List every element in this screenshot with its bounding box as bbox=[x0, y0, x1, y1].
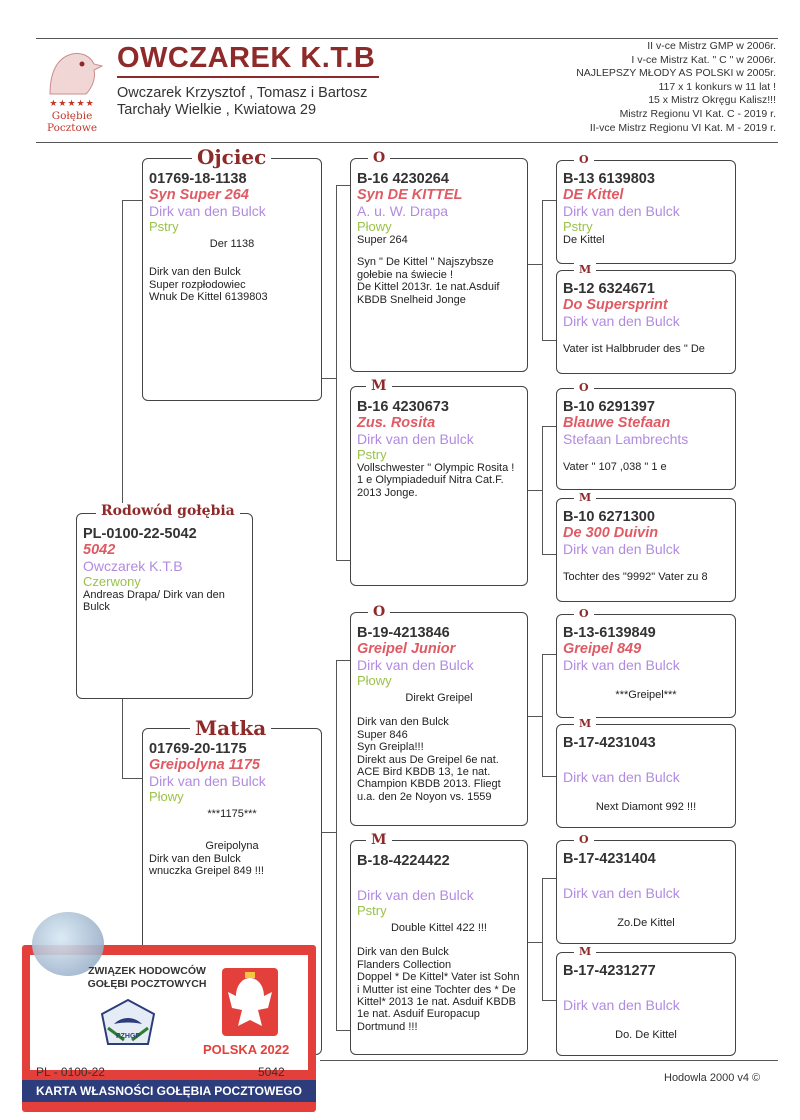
achievement: NAJLEPSZY MŁODY AS POLSKI w 2005r. bbox=[576, 67, 776, 80]
connector bbox=[542, 426, 543, 554]
fff-color: Pstry bbox=[563, 219, 593, 234]
connector bbox=[122, 778, 142, 779]
mm-note: Dirk van den Bulck Flanders Collection Doppel * De Kittel* Vater ist Sohn i Mutter ist eine Tochter des * De Kittel* 2013 1e nat. Asduif KBDB 1e nat. Asduif Europacup Dortmund !!! bbox=[357, 946, 520, 1033]
ff-breeder: A. u. W. Drapa bbox=[357, 203, 449, 219]
fm-name: Zus. Rosita bbox=[357, 415, 436, 431]
o-legend: O bbox=[574, 381, 594, 394]
ff-note: Syn " De Kittel " Najszybsze gołebie na świecie ! De Kittel 2013r. 1e nat.Asduif KBDB Snelheid Jonge bbox=[357, 256, 500, 306]
m-legend: M bbox=[366, 832, 392, 848]
connector bbox=[542, 776, 556, 777]
connector bbox=[542, 200, 543, 340]
connector bbox=[542, 426, 556, 427]
connector bbox=[322, 832, 336, 833]
achievement: Mistrz Regionu VI Kat. C - 2019 r. bbox=[619, 107, 776, 120]
ffm-name: Do Supersprint bbox=[563, 297, 668, 313]
pzhgp-emblem-icon bbox=[98, 998, 158, 1048]
fmf-note: Vater " 107 ,038 " 1 e bbox=[563, 461, 667, 473]
m-legend: M bbox=[574, 263, 596, 276]
mff-center-note: ***Greipel*** bbox=[615, 689, 677, 701]
mmf-ring: B-17-4231404 bbox=[563, 851, 656, 867]
mf-ring: B-19-4213846 bbox=[357, 625, 450, 641]
achievement: 15 x Mistrz Okręgu Kalisz!!! bbox=[648, 94, 776, 107]
mf-color: Płowy bbox=[357, 673, 392, 688]
subject-breeder: Owczarek K.T.B bbox=[83, 558, 183, 574]
mother-mother-card bbox=[350, 840, 528, 1055]
fmf-card bbox=[556, 388, 736, 490]
father-color: Pstry bbox=[149, 219, 179, 234]
pigeon-head-icon bbox=[36, 44, 108, 100]
connector bbox=[528, 716, 542, 717]
connector bbox=[542, 200, 556, 201]
connector bbox=[336, 185, 337, 560]
subject-color: Czerwony bbox=[83, 574, 141, 589]
mother-father-card bbox=[350, 612, 528, 826]
mfm-center-note: Next Diamont 992 !!! bbox=[595, 801, 697, 813]
fmf-ring: B-10 6291397 bbox=[563, 399, 655, 415]
mother-breeder: Dirk van den Bulck bbox=[149, 773, 266, 789]
achievement: I v-ce Mistrz Kat. " C " w 2006r. bbox=[631, 53, 776, 66]
o-legend: O bbox=[574, 607, 594, 620]
mmm-ring: B-17-4231277 bbox=[563, 963, 656, 979]
connector bbox=[336, 560, 350, 561]
pzhgp-logo bbox=[98, 998, 158, 1048]
header-top-line bbox=[36, 38, 778, 39]
mfm-ring: B-17-4231043 bbox=[563, 735, 656, 751]
connector bbox=[528, 942, 542, 943]
mother-legend: Matka bbox=[190, 716, 271, 740]
logo-stars: ★★★★★ bbox=[49, 98, 95, 108]
connector bbox=[336, 660, 337, 1030]
o-legend: O bbox=[574, 153, 594, 166]
father-card bbox=[142, 158, 322, 401]
subject-name: 5042 bbox=[83, 542, 116, 558]
logo-line-2: Pocztowe bbox=[46, 122, 98, 134]
fmm-ring: B-10 6271300 bbox=[563, 509, 655, 525]
mmf-breeder: Dirk van den Bulck bbox=[563, 885, 680, 901]
connector bbox=[122, 200, 142, 201]
kennel-title: OWCZAREK K.T.B bbox=[117, 42, 376, 74]
connector bbox=[528, 490, 542, 491]
fm-color: Pstry bbox=[357, 447, 387, 462]
title-underline bbox=[117, 76, 379, 78]
fm-note: Vollschwester " Olympic Rosita ! 1 e Olympiadeduif Nitra Cat.F. 2013 Jonge. bbox=[357, 462, 515, 499]
m-legend: M bbox=[574, 945, 596, 958]
connector bbox=[542, 878, 543, 1000]
connector bbox=[542, 654, 543, 776]
pzhgp-logo-text: PZHGP bbox=[115, 1033, 141, 1040]
mfm-breeder: Dirk van den Bulck bbox=[563, 769, 680, 785]
ffm-breeder: Dirk van den Bulck bbox=[563, 313, 680, 329]
mother-center-note: ***1175*** bbox=[207, 808, 257, 820]
connector bbox=[336, 185, 350, 186]
mm-color: Pstry bbox=[357, 903, 387, 918]
father-ring: 01769-18-1138 bbox=[149, 171, 247, 187]
header-bottom-line bbox=[36, 142, 778, 143]
mm-name bbox=[357, 869, 521, 887]
mother-note: Dirk van den Bulck wnuczka Greipel 849 !!! bbox=[149, 852, 264, 878]
mff-card bbox=[556, 614, 736, 718]
mf-name: Greipel Junior bbox=[357, 641, 456, 657]
father-legend: Ojciec bbox=[192, 145, 271, 169]
connector bbox=[542, 878, 556, 879]
mf-center-note: Direkt Greipel bbox=[405, 692, 473, 704]
fff-name: DE Kittel bbox=[563, 187, 624, 203]
card-association: ZWIĄZEK HODOWCÓW GOŁĘBI POCZTOWYCH bbox=[87, 965, 207, 990]
father-center-note: Der 1138 bbox=[209, 238, 255, 250]
mff-ring: B-13-6139849 bbox=[563, 625, 656, 641]
mmf-center-note: Zo.De Kittel bbox=[617, 917, 675, 929]
mm-breeder: Dirk van den Bulck bbox=[357, 887, 474, 903]
mf-breeder: Dirk van den Bulck bbox=[357, 657, 474, 673]
mfm-card bbox=[556, 724, 736, 828]
father-name: Syn Super 264 bbox=[149, 187, 249, 203]
father-mother-card bbox=[350, 386, 528, 586]
mf-note: Dirk van den Bulck Super 846 Syn Greipla!!! Direkt aus De Greipel 6e nat. ACE Bird KBDB 13, 1e nat. Champion KBDB 2013. Fliegt u.a. den 2e Noyon vs. 1559 bbox=[357, 716, 501, 803]
card-title: KARTA WŁASNOŚCI GOŁĘBIA POCZTOWEGO bbox=[36, 1084, 302, 1098]
fm-breeder: Dirk van den Bulck bbox=[357, 431, 474, 447]
fmm-note: Tochter des "9992" Vater zu 8 bbox=[563, 571, 708, 583]
connector bbox=[336, 660, 350, 661]
mmf-card bbox=[556, 840, 736, 944]
m-legend: M bbox=[366, 378, 392, 394]
fff-card bbox=[556, 160, 736, 264]
mother-center-note-2: Greipolyna bbox=[205, 840, 259, 853]
mmm-breeder: Dirk van den Bulck bbox=[563, 997, 680, 1013]
connector bbox=[542, 1000, 556, 1001]
card-country: POLSKA 2022 bbox=[203, 1042, 290, 1057]
subject-bird-card bbox=[76, 513, 253, 699]
achievements-list bbox=[436, 40, 776, 135]
fmf-breeder: Stefaan Lambrechts bbox=[563, 431, 689, 447]
connector bbox=[336, 1030, 350, 1031]
mff-name: Greipel 849 bbox=[563, 641, 642, 657]
address: Tarchały Wielkie , Kwiatowa 29 bbox=[117, 102, 317, 118]
ff-note-1: Super 264 bbox=[357, 234, 408, 246]
achievement: 117 x 1 konkurs w 11 lat ! bbox=[658, 80, 776, 93]
m-legend: M bbox=[574, 717, 596, 730]
connector bbox=[542, 340, 556, 341]
fmm-name: De 300 Duivin bbox=[563, 525, 659, 541]
logo-line-1: Gołębie bbox=[51, 110, 93, 122]
connector bbox=[542, 654, 556, 655]
ff-name: Syn DE KITTEL bbox=[357, 187, 463, 203]
fff-note: De Kittel bbox=[563, 234, 605, 246]
mother-name: Greipolyna 1175 bbox=[149, 757, 260, 773]
card-bird-number: 5042 bbox=[258, 1065, 285, 1079]
fm-ring: B-16 4230673 bbox=[357, 399, 449, 415]
mother-ring: 01769-20-1175 bbox=[149, 741, 247, 757]
subject-note: Andreas Drapa/ Dirk van den Bulck bbox=[83, 589, 225, 614]
ffm-card bbox=[556, 270, 736, 374]
achievement: II-vce Mistrz Regionu VI Kat. M - 2019 r. bbox=[589, 121, 776, 134]
connector bbox=[122, 200, 123, 512]
fmm-card bbox=[556, 498, 736, 602]
father-breeder: Dirk van den Bulck bbox=[149, 203, 266, 219]
mm-ring: B-18-4224422 bbox=[357, 853, 450, 869]
mmm-card bbox=[556, 952, 736, 1056]
fff-breeder: Dirk van den Bulck bbox=[563, 203, 680, 219]
footer-credit: Hodowla 2000 v4 © bbox=[664, 1072, 761, 1084]
ffm-note: Vater ist Halbbruder des " De bbox=[563, 343, 705, 355]
ff-ring: B-16 4230264 bbox=[357, 171, 449, 187]
achievement: II v-ce Mistrz GMP w 2006r. bbox=[647, 40, 776, 52]
polish-eagle bbox=[218, 966, 282, 1040]
eagle-icon bbox=[218, 966, 282, 1040]
connector bbox=[322, 378, 336, 379]
connector bbox=[122, 698, 123, 778]
connector bbox=[528, 264, 542, 265]
mmm-center-note: Do. De Kittel bbox=[615, 1029, 677, 1041]
mm-center-note: Double Kittel 422 !!! bbox=[390, 922, 487, 934]
footer-line bbox=[320, 1060, 778, 1061]
mother-color: Płowy bbox=[149, 789, 184, 804]
subject-legend: Rodowód gołębia bbox=[96, 503, 240, 519]
card-ring-number: PL - 0100-22 bbox=[36, 1065, 105, 1079]
subject-ring: PL-0100-22-5042 bbox=[83, 526, 197, 542]
ff-color: Płowy bbox=[357, 219, 392, 234]
fmf-name: Blauwe Stefaan bbox=[563, 415, 671, 431]
fff-ring: B-13 6139803 bbox=[563, 171, 655, 187]
mff-breeder: Dirk van den Bulck bbox=[563, 657, 680, 673]
logo-text bbox=[36, 110, 108, 134]
ffm-ring: B-12 6324671 bbox=[563, 281, 655, 297]
owners: Owczarek Krzysztof , Tomasz i Bartosz bbox=[117, 85, 368, 101]
o-legend: O bbox=[368, 150, 390, 166]
m-legend: M bbox=[574, 491, 596, 504]
connector bbox=[542, 554, 556, 555]
father-father-card bbox=[350, 158, 528, 372]
fmm-breeder: Dirk van den Bulck bbox=[563, 541, 680, 557]
o-legend: O bbox=[368, 604, 390, 620]
o-legend: O bbox=[574, 833, 594, 846]
father-note: Dirk van den Bulck Super rozpłodowiec Wnuk De Kittel 6139803 bbox=[149, 266, 268, 304]
